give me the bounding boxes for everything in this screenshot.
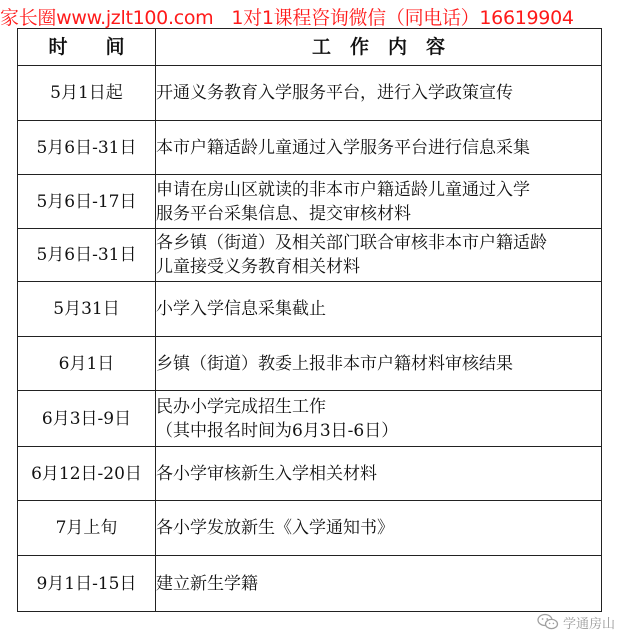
banner-site: 家长圈www.jzlt100.com [0, 7, 214, 29]
contact-banner [0, 6, 623, 30]
watermark [537, 612, 615, 632]
table-row [18, 229, 602, 282]
content-line: 本市户籍适龄儿童通过入学服务平台进行信息采集 [156, 137, 530, 158]
row-content [156, 175, 602, 229]
enrollment-schedule-table [17, 28, 602, 612]
table-row [18, 282, 602, 337]
row-content [156, 282, 602, 337]
watermark-text: 学通房山 [562, 616, 615, 632]
row-time: 6月1日 [18, 337, 156, 391]
content-line: 各小学审核新生入学相关材料 [156, 463, 377, 484]
row-content [156, 556, 602, 612]
row-time: 5月1日起 [18, 66, 156, 121]
row-time: 6月3日-9日 [18, 391, 156, 447]
header-time: 时 间 [18, 29, 156, 66]
content-line: 服务平台采集信息、提交审核材料 [156, 203, 411, 224]
content-line: 各乡镇（街道）及相关部门联合审核非本市户籍适龄 [156, 233, 547, 253]
row-time: 9月1日-15日 [18, 556, 156, 612]
content-line: 申请在房山区就读的非本市户籍适龄儿童通过入学 [156, 179, 530, 200]
header-content: 工 作 内 容 [156, 29, 602, 66]
table-row [18, 391, 602, 447]
row-content [156, 501, 602, 556]
content-line: 小学入学信息采集截止 [156, 299, 326, 319]
content-line: 建立新生学籍 [156, 573, 258, 594]
table-row [18, 66, 602, 121]
content-line: 各小学发放新生《入学通知书》 [156, 518, 394, 538]
wechat-icon [537, 613, 559, 631]
row-content [156, 121, 602, 175]
row-content [156, 229, 602, 282]
content-line: 民办小学完成招生工作 [156, 396, 326, 417]
content-line: 开通义务教育入学服务平台，进行入学政策宣传 [156, 83, 513, 103]
content-line: 儿童接受义务教育相关材料 [156, 257, 360, 277]
row-time: 6月12日-20日 [18, 447, 156, 501]
table-row [18, 337, 602, 391]
row-content [156, 337, 602, 391]
row-time: 5月6日-17日 [18, 175, 156, 229]
row-time: 7月上旬 [18, 501, 156, 556]
row-time: 5月6日-31日 [18, 121, 156, 175]
table-row [18, 175, 602, 229]
table-header-row [18, 29, 602, 66]
content-line: 乡镇（街道）教委上报非本市户籍材料审核结果 [156, 353, 513, 374]
table-row [18, 556, 602, 612]
row-time: 5月6日-31日 [18, 229, 156, 282]
row-content [156, 66, 602, 121]
row-content [156, 391, 602, 447]
table-row [18, 121, 602, 175]
row-time: 5月31日 [18, 282, 156, 337]
table-row [18, 447, 602, 501]
content-line: （其中报名时间为6月3日-6日） [156, 420, 399, 441]
table-row [18, 501, 602, 556]
row-content [156, 447, 602, 501]
banner-consult: 1对1课程咨询微信（同电话）16619904 [231, 7, 574, 29]
